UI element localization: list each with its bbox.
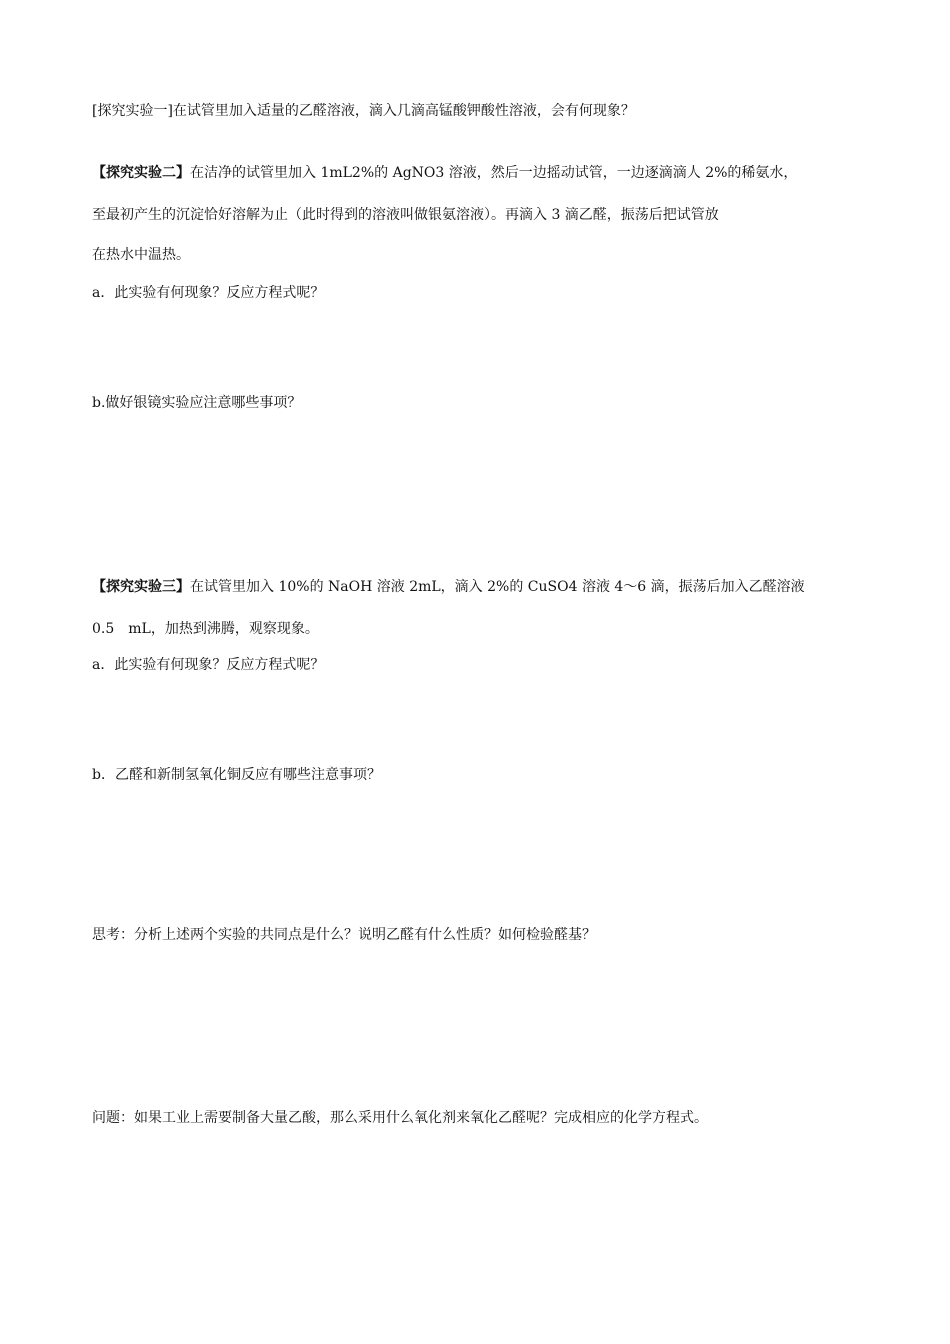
experiment-3-title: 【探究实验三】: [92, 579, 190, 595]
experiment-2-question-a: a．此实验有何现象？反应方程式呢？: [92, 285, 325, 301]
experiment-2-title: 【探究实验二】: [92, 165, 190, 181]
experiment-3-line-1: [92, 577, 805, 597]
experiment-3-question-b: b．乙醛和新制氢氧化铜反应有哪些注意事项？: [92, 767, 381, 783]
experiment-3-line-2: 0.5 mL，加热到沸腾，观察现象。: [92, 621, 319, 637]
experiment-2-line-2: 至最初产生的沉淀恰好溶解为止（此时得到的溶液叫做银氨溶液）。再滴入 3 滴乙醛，振荡后把试管放: [92, 207, 719, 223]
experiment-3-line-1-text: 在试管里加入 10%的 NaOH 溶液 2mL，滴入 2%的 CuSO4 溶液 4～6 滴，振荡后加入乙醛溶液: [190, 579, 805, 595]
experiment-3-question-a: a．此实验有何现象？反应方程式呢？: [92, 657, 325, 673]
experiment-1-text: [探究实验一]在试管里加入适量的乙醛溶液，滴入几滴高锰酸钾酸性溶液，会有何现象？: [92, 103, 635, 119]
experiment-2-line-1-text: 在洁净的试管里加入 1mL2%的 AgNO3 溶液，然后一边摇动试管，一边逐滴滴人 2%的稀氨水，: [190, 165, 798, 181]
experiment-2-line-1: [92, 163, 797, 183]
think-text: 思考：分析上述两个实验的共同点是什么？说明乙醛有什么性质？如何检验醛基？: [92, 927, 596, 943]
question-text: 问题：如果工业上需要制备大量乙酸，那么采用什么氧化剂来氧化乙醛呢？完成相应的化学方程式。: [92, 1110, 708, 1126]
experiment-2-line-3: 在热水中温热。: [92, 247, 190, 263]
experiment-2-question-b: b.做好银镜实验应注意哪些事项？: [92, 395, 302, 411]
